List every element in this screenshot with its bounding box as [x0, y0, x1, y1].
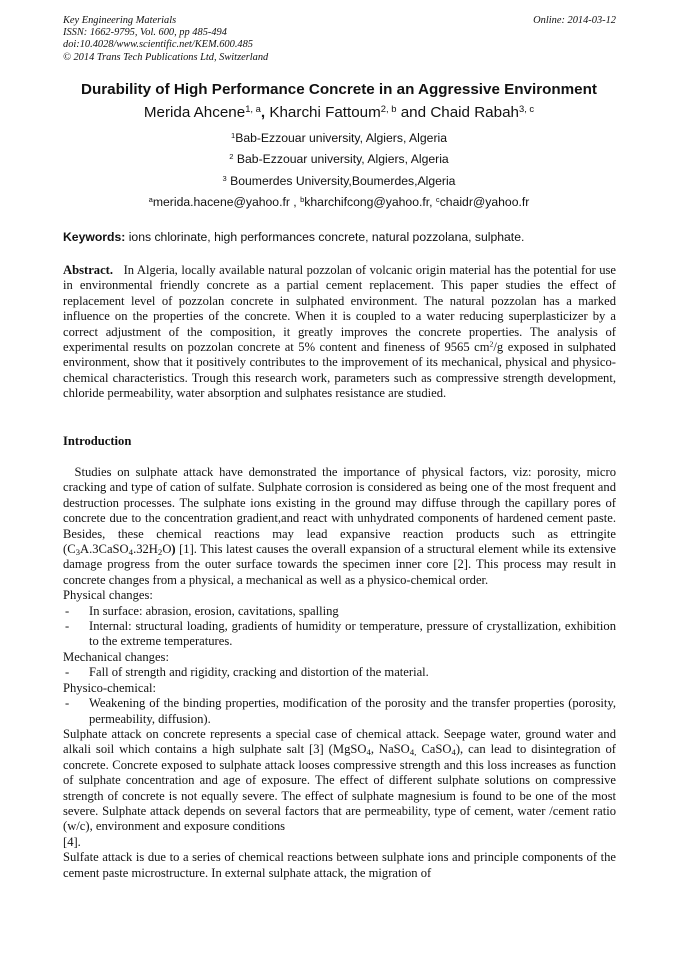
list-item — [63, 619, 616, 650]
paragraph-text: Sulfate attack is due to a series of chemical reactions between sulphate ions and principle components of the cement paste microstructure. In external sulphate attack, the migration of — [63, 850, 616, 880]
chemical-formula — [67, 542, 171, 556]
issn-line: ISSN: 1662-9795, Vol. 600, pp 485-494 — [63, 27, 227, 39]
keywords-text: ions chlorinate, high performances concrete, natural pozzolana, sulphate. — [128, 230, 525, 244]
journal-name: Key Engineering Materials — [63, 15, 177, 26]
list-dash: - — [65, 603, 70, 618]
paragraph-text: Studies on sulphate attack have demonstrated the importance of physical factors, viz: porosity, micro cracking and type of cation of sulfate. Sulphate corrosion is considered as being one of the most frequent and destruction processes. The sulphate ions existing in the ground may diffuse through the capillary pores of concrete due to the concentration gradient,and react with unhydrated components of hardened cement paste. Besides, these chemical reactions may lead expansive reaction products such as ettringite ( — [63, 465, 616, 557]
list-item-text: Internal: structural loading, gradients of humidity or temperature, pressure of crystallization, exhibition to the extreme temperatures. — [89, 619, 616, 649]
journal-header — [63, 15, 616, 64]
copyright-line: © 2014 Trans Tech Publications Ltd, Switzerland — [63, 51, 269, 63]
list-dash: - — [65, 696, 70, 711]
citation: [2] — [453, 557, 468, 572]
author-name: Kharchi Fattoum — [269, 104, 381, 121]
author-name: Chaid Rabah — [430, 104, 519, 121]
list-label: Physical changes: — [63, 588, 153, 603]
paragraph — [63, 850, 616, 881]
email-superscript: c — [435, 194, 440, 204]
formula-subscript: 4 — [128, 547, 134, 558]
introduction-body — [63, 465, 616, 881]
paragraph-text: ) — [171, 542, 176, 557]
online-date: Online: 2014-03-12 — [533, 15, 616, 26]
formula-part: A.3CaSO — [80, 542, 129, 557]
list-item — [63, 604, 616, 619]
email-list: $^a$merida.hacene@yahoo.fr , $^b$kharchifcong@yahoo.fr, $^c$chaidr@yahoo.fr — [148, 194, 530, 209]
formula-subscript: 4 — [451, 747, 456, 758]
formula-part: .32H — [133, 542, 158, 557]
author-superscript: 2, b — [380, 102, 397, 114]
formula-part: O — [162, 542, 172, 557]
abstract — [63, 263, 616, 402]
author-superscript: 1, a — [245, 102, 261, 114]
abstract-label: Abstract. — [63, 263, 114, 277]
author-superscript: 3, c — [518, 102, 535, 114]
paragraph — [63, 465, 616, 588]
affiliation-superscript: 3 — [222, 173, 227, 183]
affiliation-text: Bab-Ezzouar university, Algiers, Algeria — [236, 152, 449, 166]
email-superscript: b — [300, 194, 305, 204]
author-name: Merida Ahcene — [143, 104, 246, 121]
email-address: chaidr@yahoo.fr — [439, 195, 530, 209]
paragraph-text: ), can lead to disintegration of concrete. Concrete exposed to sulphate attack looses compressive strength and this loss increases as function of sulphate concentration and age of exposure. The effect of different sulphate solutions on compressive strength of concrete is not equally severe. The effect of sulphate magnesium is found to be one of the most severe. Sulphate attack depends on several factors that are permeability, type of cement, water /cement ratio (w/c), environment and exposure conditions — [63, 742, 616, 834]
author-list — [0, 104, 678, 121]
affiliation — [0, 131, 678, 145]
affiliation-superscript: 2 — [229, 151, 234, 161]
author-separator: , — [260, 104, 266, 121]
formula-subscript: 3 — [75, 547, 81, 558]
formula-part: C — [67, 542, 76, 557]
introduction-heading: Introduction — [63, 434, 132, 448]
affiliation — [0, 174, 678, 188]
list-item — [63, 665, 616, 680]
paragraph-text: CaSO — [416, 742, 452, 757]
list-dash: - — [65, 619, 70, 634]
affiliation-text: Bab-Ezzouar university, Algiers, Algeria — [235, 131, 447, 145]
list-item-text: Fall of strength and rigidity, cracking and distortion of the material. — [89, 665, 429, 680]
list-item-text: Weakening of the binding properties, modification of the porosity and the transfer properties (porosity, permeability, diffusion). — [89, 696, 616, 726]
paragraph-text: Sulphate attack on concrete represents a special case of chemical attack. Seepage water, ground water and alkali soil which contains a high sulphate salt [3] (MgSO — [63, 726, 616, 757]
list-label: Mechanical changes: — [63, 649, 169, 664]
author-separator: and — [400, 104, 427, 121]
affiliation-superscript: 1 — [230, 130, 236, 140]
unit-superscript: 2 — [489, 339, 494, 349]
email-address: merida.hacene@yahoo.fr — [152, 195, 290, 209]
citation: [4]. — [63, 834, 81, 849]
email-superscript: a — [148, 194, 153, 204]
affiliation — [0, 152, 678, 166]
paragraph-text: . This latest causes the overall expansion of a structural element while its extensive damage progress from the outer surface towards the specimen inner core — [63, 542, 616, 572]
formula-subscript: 2 — [157, 547, 163, 558]
paragraph-text: , NaSO — [370, 742, 410, 757]
abstract-text-continued: /g exposed in sulphated environment, show that it positively contributes to the improvement of its mechanical, physical and physico-chemical characteristics. Trough this research work, parameters such as compressive strength development, chloride permeability, water absorption and sulphates resistance are studied. — [63, 340, 616, 401]
formula-subscript: 4 — [366, 747, 371, 758]
affiliation-text: Boumerdes University,Boumerdes,Algeria — [230, 174, 456, 188]
list-item-text: In surface: abrasion, erosion, cavitations, spalling — [89, 603, 339, 618]
list-label: Physico-chemical: — [63, 680, 157, 695]
list-item — [63, 696, 616, 727]
keywords — [63, 230, 616, 244]
email-address: kharchifcong@yahoo.fr — [304, 195, 430, 209]
paper-title: Durability of High Performance Concrete in an Aggressive Environment — [81, 81, 597, 98]
abstract-text: In Algeria, locally available natural pozzolan of volcanic origin material has the potential for use in environmental friendly concrete as a partial cement replacement. This paper studies the effect of replacement level of pozzolan concrete in sulphated environment. The natural pozzolan has a marked influence on the properties of the concrete. When it is coupled to a water reducing superplasticizer by a correct adjustment of the composition, it greatly improves the concrete properties. The analysis of experimental results on pozzolan concrete at 5% content and fineness of 9565 cm — [63, 263, 616, 355]
citation: [1] — [179, 542, 194, 557]
keywords-label: Keywords: — [63, 230, 126, 244]
formula-subscript: 4, — [409, 747, 417, 758]
section-heading — [63, 434, 616, 449]
paragraph — [63, 727, 616, 850]
list-dash: - — [65, 665, 70, 680]
doi-line: doi:10.4028/www.scientific.net/KEM.600.485 — [63, 39, 253, 51]
paragraph-text: . This process may result in concrete changes from a physical, a mechanical as well as a physico-chemical order. — [63, 557, 616, 587]
